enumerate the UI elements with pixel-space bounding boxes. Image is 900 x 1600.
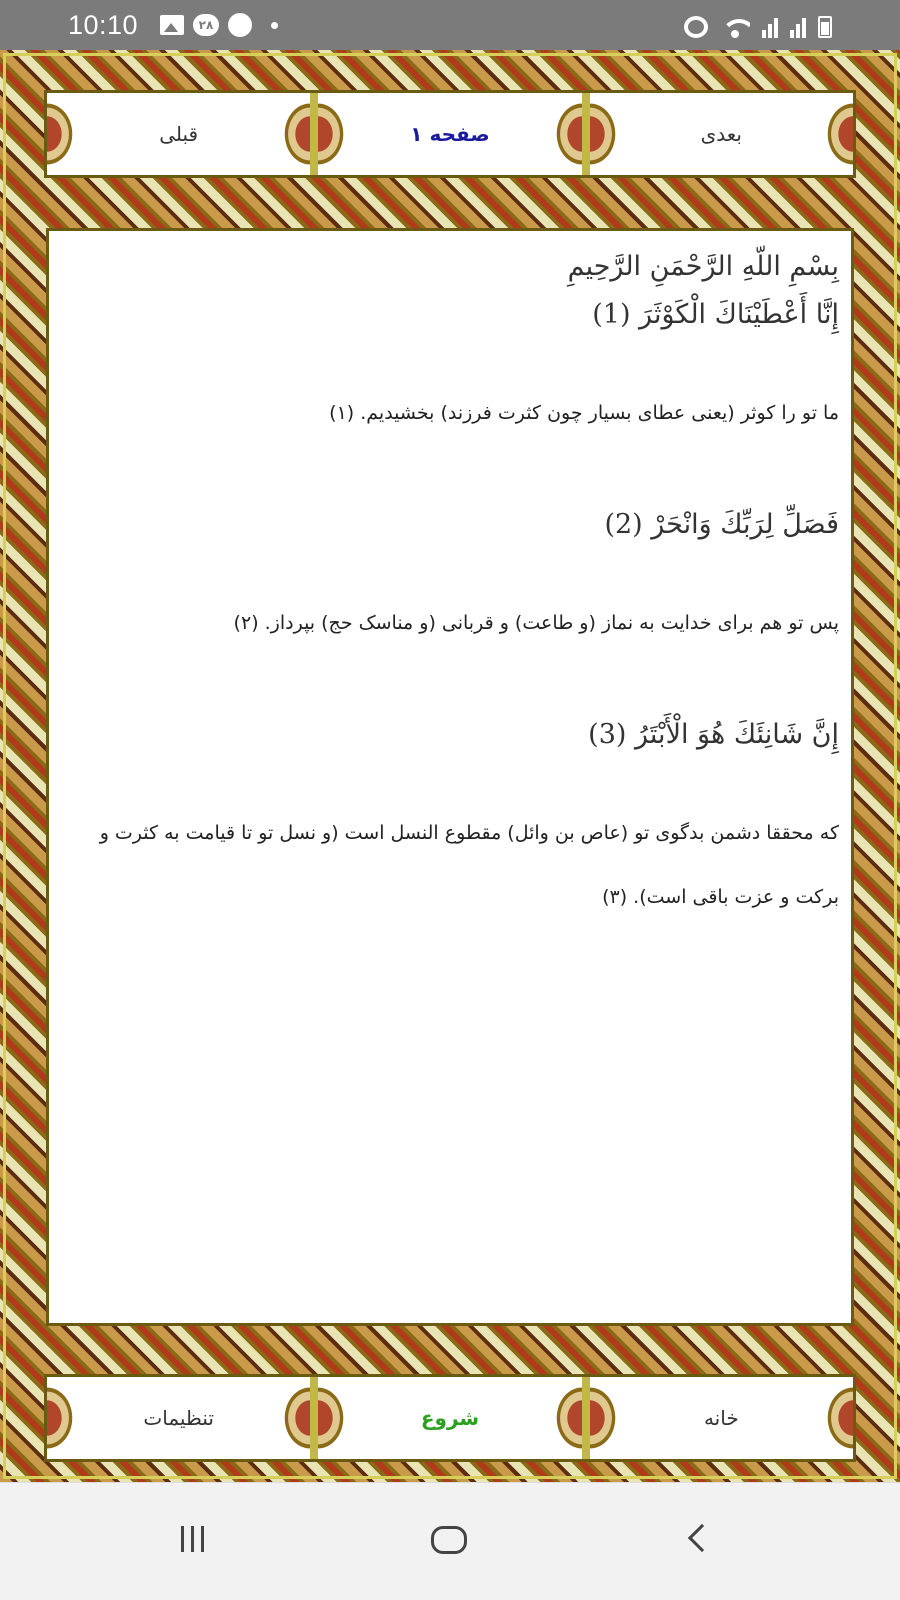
prev-button[interactable]: قبلی (47, 93, 310, 175)
status-left-icons (160, 13, 278, 37)
verse-2: فَصَلِّ لِرَبِّكَ وَانْحَرْ (2) (604, 509, 839, 540)
alarm-icon (684, 16, 708, 38)
page-title: صفحه ۱ (310, 93, 581, 175)
top-navigation (44, 90, 856, 178)
notification-badge: ۲۸ (193, 14, 219, 36)
signal-icon (790, 16, 806, 38)
next-button[interactable]: بعدی (582, 93, 853, 175)
sync-icon (228, 13, 252, 37)
system-navigation-bar (0, 1482, 900, 1600)
home-button[interactable]: خانه (582, 1377, 853, 1459)
bottom-navigation (44, 1374, 856, 1462)
verse-3: إِنَّ شَانِئَكَ هُوَ الْأَبْتَرُ (3) (588, 719, 839, 750)
translation-2: پس تو هم برای خدایت به نماز (و طاعت) و قربانی (و مناسک حج) بپرداز. (۲) (233, 612, 839, 634)
translation-3: که محققا دشمن بدگوی تو (عاص بن وائل) مقطوع النسل است (و نسل تو تا قیامت به کثرت و برکت و عزت باقی است). (۳) (99, 822, 839, 908)
status-time: 10:10 (68, 10, 139, 40)
status-bar (0, 0, 900, 50)
basmala: بِسْمِ اللّهِ الرَّحْمَنِ الرَّحِيمِ (567, 251, 839, 282)
start-button[interactable]: شروع (310, 1377, 581, 1459)
gallery-icon (160, 15, 184, 35)
recents-icon[interactable] (181, 1526, 204, 1552)
back-icon[interactable] (688, 1524, 716, 1552)
home-icon[interactable] (431, 1526, 467, 1554)
verse-1: إِنَّا أَعْطَيْنَاكَ الْكَوْثَرَ (1) (592, 299, 839, 330)
battery-icon (818, 16, 832, 38)
surah-content (46, 228, 854, 1326)
wifi-icon (720, 16, 750, 38)
translation-1: ما تو را کوثر (یعنی عطای بسیار چون کثرت فرزند) بخشیدیم. (۱) (329, 402, 839, 424)
settings-button[interactable]: تنظیمات (47, 1377, 310, 1459)
dot-icon (271, 22, 278, 29)
status-right-icons (684, 12, 832, 38)
signal-icon (762, 16, 778, 38)
